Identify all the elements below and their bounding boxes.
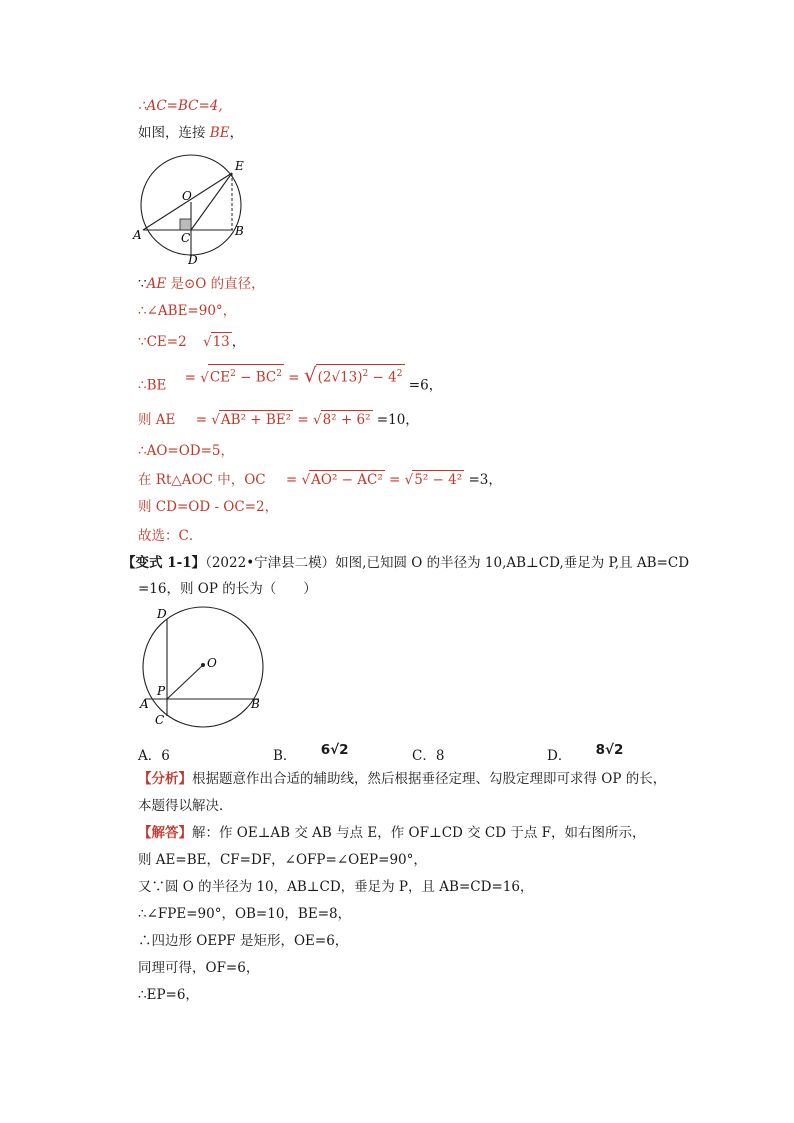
answer-a7: ∴EP=6， <box>138 987 199 1003</box>
answer-line3 <box>138 878 533 896</box>
fig1-label-c: C <box>181 231 191 245</box>
sol1-s2: ∴∠ABE=90°， <box>138 303 237 319</box>
sol1-oc <box>138 470 502 489</box>
analysis-text1: 根据题意作出合适的辅助线，然后根据垂径定理、勾股定理即可求得 OP 的长， <box>192 771 667 787</box>
answer-line5 <box>138 932 348 950</box>
fig2-segment-op <box>167 665 203 699</box>
analysis-tag: 【分析】 <box>138 771 192 787</box>
sol1-s4-in3: (2√13) <box>317 369 363 386</box>
sol1-s5-in2: 8² + 6² <box>322 412 371 428</box>
variant-tag: 【变式 1-1】 <box>122 555 206 571</box>
figure-1-circle-diagram <box>130 152 255 267</box>
fig1-label-b: B <box>235 224 244 238</box>
sol1-s7-label: 在 Rt△AOC 中，OC <box>138 472 266 488</box>
sol1-cd <box>138 498 278 516</box>
analysis-line2 <box>138 797 233 815</box>
option-b-label: B． <box>273 748 297 764</box>
connect-var: BE <box>209 125 230 141</box>
variant-question-line1 <box>122 554 689 572</box>
sol1-s8: 则 CD=OD - OC=2， <box>138 499 279 515</box>
fig1-label-e: E <box>235 159 244 173</box>
answer-line1 <box>138 824 646 842</box>
sol1-diameter <box>138 275 265 293</box>
option-a-text: A．6 <box>138 748 170 764</box>
analysis-line1 <box>138 770 666 788</box>
sol1-ce <box>138 332 245 351</box>
answer-line4 <box>138 905 351 923</box>
answer-a6: 同理可得，OF=6， <box>138 960 260 976</box>
answer-line2 <box>138 851 427 869</box>
fig2-label-b: B <box>251 697 260 711</box>
fig2-label-a: A <box>140 697 149 711</box>
sol1-s4-tail: =6， <box>408 377 443 394</box>
sol1-s4-label: ∴BE <box>138 377 167 394</box>
sol1-s7-expr: = √AO² − AC² = √5² − 4² <box>285 472 463 488</box>
option-b-value: 6√2 <box>320 742 349 758</box>
sol1-s6: ∴AO=OD=5， <box>138 443 235 459</box>
option-b <box>273 744 349 764</box>
variant-text2: =16，则 OP 的长为（ ） <box>138 581 317 597</box>
sol1-s1-c: 是⊙O 的直径， <box>166 276 265 292</box>
sol1-s7-eq: = <box>285 472 298 488</box>
fig1-segment-ce <box>191 173 232 230</box>
option-d-value: 8√2 <box>595 742 624 758</box>
option-c <box>412 744 444 764</box>
sol1-s5-eq: = <box>195 412 208 428</box>
figure-2-circle-diagram <box>135 604 270 729</box>
variant-text1: 如图,已知圆 O 的半径为 10,AB⊥CD,垂足为 P,且 AB=CD <box>335 555 690 571</box>
connect-suffix: ， <box>229 125 244 141</box>
fig1-label-a: A <box>133 228 142 242</box>
sqrt-13: √13 <box>202 334 230 350</box>
sol1-s4-expr: = $√CE^2 - BC^2 = √(2√13)^2 - 4^2$ <box>184 362 403 387</box>
sol1-s9: 故选：C． <box>138 528 203 544</box>
answer-tag: 【解答】 <box>138 825 192 841</box>
line-connect-be <box>138 124 243 142</box>
sol1-s1-b: AE <box>146 276 167 292</box>
answer-line7 <box>138 986 199 1004</box>
option-c-text: C．8 <box>412 748 445 764</box>
sol1-s3-a: ∵CE=2 <box>138 334 187 350</box>
connect-prefix: 如图，连接 <box>138 125 210 141</box>
sol1-s7-in: AO² − AC² <box>311 472 383 488</box>
option-a <box>138 744 170 764</box>
fig2-label-o: O <box>207 656 217 670</box>
line-ac-bc-text: ∴AC=BC=4, <box>138 98 223 114</box>
sol1-s5-expr: = √AB² + BE² = √8² + 6² <box>195 412 371 428</box>
answer-a1: 解：作 OE⊥AB 交 AB 与点 E，作 OF⊥CD 交 CD 于点 F，如右图所示， <box>192 825 646 841</box>
option-d-label: D． <box>547 748 572 764</box>
fig1-label-d: D <box>188 253 198 267</box>
sol1-ao-od <box>138 442 234 460</box>
sol1-angle <box>138 302 236 320</box>
sol1-s5-tail: =10， <box>376 412 419 428</box>
variant-source: （2022•宁津县二模） <box>205 555 336 571</box>
sol1-s7-in2: 5² − 4² <box>414 472 463 488</box>
sol1-s7-tail: =3， <box>468 472 502 488</box>
sol1-s5-in: AB² + BE² <box>220 412 292 428</box>
answer-a3: 又∵圆 O 的半径为 10，AB⊥CD，垂足为 P，且 AB=CD=16， <box>138 879 534 895</box>
answer-line6 <box>138 959 259 977</box>
sol1-s3-c: ， <box>231 334 246 350</box>
sol1-s4-in4: 4 <box>388 369 397 386</box>
sqrt-13-radicand: 13 <box>212 334 230 350</box>
sol1-s1-a: ∵ <box>138 276 147 292</box>
sol1-s4-in2: BC <box>255 369 277 386</box>
sol1-ae <box>138 410 419 429</box>
fig2-label-p: P <box>157 684 166 698</box>
line-ac-bc <box>138 97 223 115</box>
fig1-label-o: O <box>182 189 192 203</box>
answer-a5: ∴四边形 OEPF 是矩形，OE=6， <box>138 933 349 949</box>
sol1-choose <box>138 527 202 545</box>
answer-a2: 则 AE=BE，CF=DF，∠OFP=∠OEP=90°， <box>138 852 427 868</box>
answer-a4: ∴∠FPE=90°，OB=10，BE=8， <box>138 906 352 922</box>
fig2-label-c: C <box>155 713 165 727</box>
option-d <box>547 744 623 764</box>
analysis-text2: 本题得以解决． <box>138 798 233 814</box>
fig2-label-d: D <box>157 607 167 621</box>
fig1-right-angle-mark <box>180 219 191 230</box>
sol1-s4-eq: = <box>184 369 196 386</box>
fig2-center-dot <box>201 663 205 667</box>
sol1-s4-in1: CE <box>209 369 231 386</box>
variant-question-line2 <box>138 580 317 598</box>
sol1-be <box>138 362 443 395</box>
sol1-s5-label: 则 AE <box>138 412 176 428</box>
